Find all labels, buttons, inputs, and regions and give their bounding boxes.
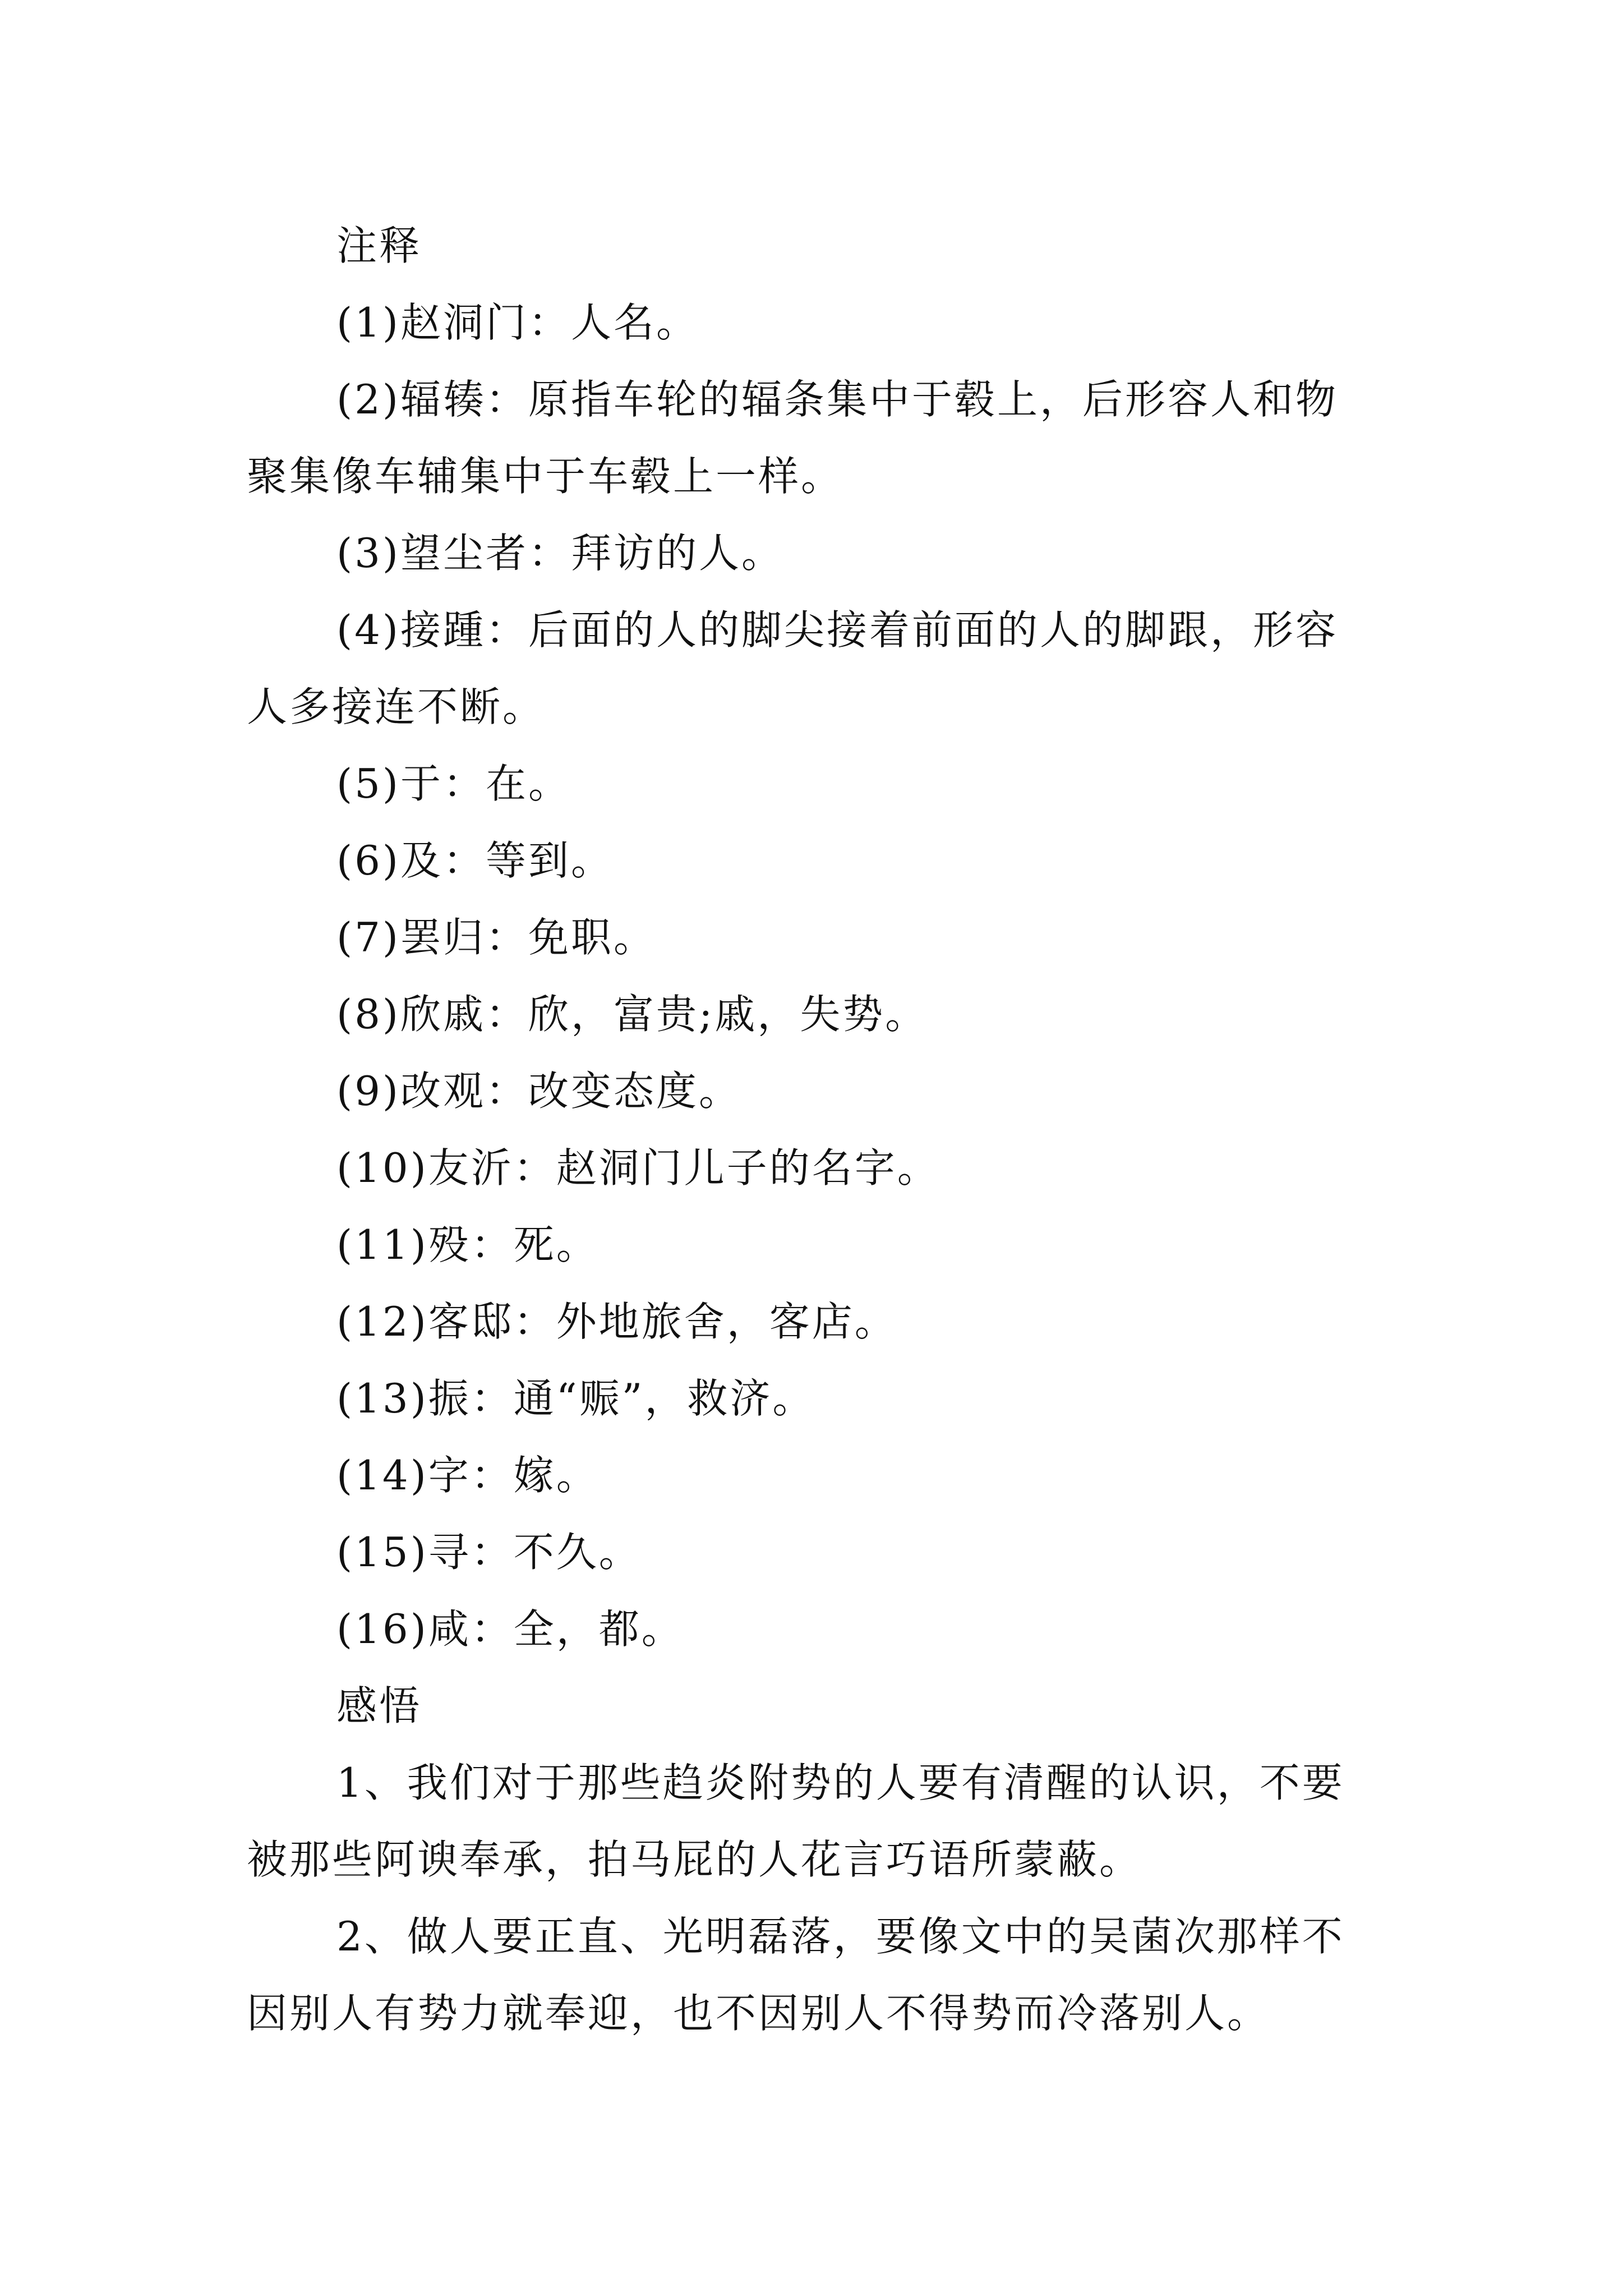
note-text: 于：在。 — [400, 760, 571, 807]
note-text: 及：等到。 — [400, 837, 614, 884]
note-text: 振：通“赈”，救济。 — [428, 1375, 815, 1422]
note-text: 欣戚：欣，富贵;戚，失势。 — [400, 991, 928, 1038]
note-2-continuation: 聚集像车辅集中于车毂上一样。 — [247, 453, 844, 500]
note-number: (16) — [336, 1605, 428, 1653]
reflection-1: 1、我们对于那些趋炎附势的人要有清醒的认识，不要 — [336, 1759, 1345, 1806]
note-number: (4) — [336, 606, 400, 654]
note-number: (6) — [336, 837, 400, 884]
note-13 — [247, 1360, 1391, 1437]
note-number: (9) — [336, 1068, 400, 1115]
note-4 — [247, 592, 1391, 669]
note-10 — [247, 1130, 1391, 1207]
note-number: (2) — [336, 376, 400, 423]
note-text: 友沂：赵洞门儿子的名字。 — [428, 1144, 940, 1191]
note-number: (15) — [336, 1529, 428, 1576]
note-5 — [247, 746, 1391, 822]
note-9 — [247, 1053, 1391, 1130]
note-text: 改观：改变态度。 — [400, 1068, 742, 1115]
note-14 — [247, 1437, 1391, 1514]
note-3 — [247, 515, 1391, 592]
note-4-continuation: 人多接连不断。 — [247, 683, 546, 730]
reflection-1-continuation: 被那些阿谀奉承，拍马屁的人花言巧语所蒙蔽。 — [247, 1836, 1142, 1883]
note-text: 接踵：后面的人的脚尖接着前面的人的脚跟，形容 — [400, 606, 1339, 654]
note-text: 寻：不久。 — [428, 1529, 642, 1576]
note-12 — [247, 1283, 1391, 1360]
note-1 — [247, 284, 1391, 361]
reflection-heading: 感悟 — [336, 1682, 422, 1729]
note-text: 客邸：外地旅舍，客店。 — [428, 1298, 897, 1345]
note-15 — [247, 1514, 1391, 1591]
note-number: (1) — [336, 299, 400, 346]
note-text: 咸：全，都。 — [428, 1605, 684, 1653]
notes-heading: 注释 — [336, 222, 422, 269]
note-number: (8) — [336, 991, 400, 1038]
note-number: (3) — [336, 530, 400, 577]
note-number: (13) — [336, 1375, 428, 1422]
note-text: 赵洞门：人名。 — [400, 299, 699, 346]
note-number: (12) — [336, 1298, 428, 1345]
note-text: 字：嫁。 — [428, 1452, 599, 1499]
note-8 — [247, 976, 1391, 1053]
note-text: 罢归：免职。 — [400, 914, 657, 961]
note-6 — [247, 822, 1391, 899]
note-number: (14) — [336, 1452, 428, 1499]
note-number: (10) — [336, 1144, 428, 1191]
note-number: (5) — [336, 760, 400, 807]
note-text: 望尘者：拜访的人。 — [400, 530, 785, 577]
note-text: 殁：死。 — [428, 1221, 599, 1268]
note-7 — [247, 899, 1391, 976]
note-2 — [247, 361, 1391, 438]
note-number: (7) — [336, 914, 400, 961]
note-number: (11) — [336, 1221, 428, 1268]
note-text: 辐辏：原指车轮的辐条集中于毂上，后形容人和物 — [400, 376, 1339, 423]
note-11 — [247, 1207, 1391, 1283]
note-16 — [247, 1591, 1391, 1668]
document-body — [247, 208, 1391, 2052]
reflection-2-continuation: 因别人有势力就奉迎，也不因别人不得势而冷落别人。 — [247, 1990, 1270, 2037]
reflection-2: 2、做人要正直、光明磊落，要像文中的吴菌次那样不 — [336, 1913, 1345, 1960]
